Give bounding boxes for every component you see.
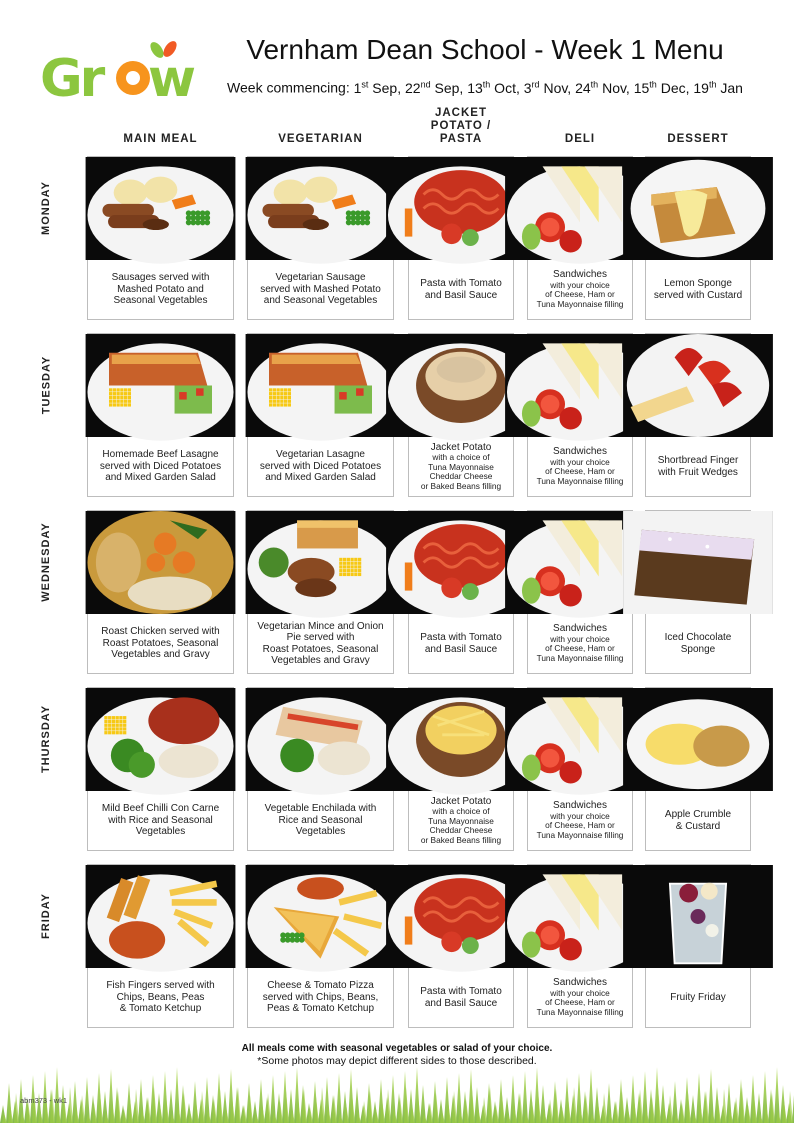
column-heading: DESSERT (667, 133, 729, 145)
meal-detail: Tuna Mayonnaise (428, 461, 494, 472)
meal-text: Iced Chocolate (664, 632, 732, 643)
meal-detail: of Cheese, Ham or (545, 289, 615, 300)
menu-cell (247, 156, 394, 320)
meal-text: Rice and Seasonal (278, 814, 363, 826)
day-heading-wednesday (33, 510, 59, 613)
meal-text: Homemade Beef Lasagne (102, 449, 219, 461)
meal-text: Roast Chicken served with (101, 626, 220, 638)
meal-text: and Basil Sauce (424, 289, 498, 301)
meal-detail: Tuna Mayonnaise filling (536, 653, 624, 664)
page-title: Vernham Dean School - Week 1 Menu (246, 34, 724, 65)
meal-text: Fruity Friday (670, 991, 726, 1003)
meal-caption (648, 260, 748, 319)
day-label: MONDAY (40, 180, 53, 235)
meal-caption (250, 968, 391, 1027)
enchilada-plate-photo (248, 688, 393, 791)
meal-caption (90, 260, 231, 319)
meal-caption (90, 791, 231, 850)
menu-cell (527, 510, 633, 674)
meal-text: Pasta with Tomato (420, 986, 502, 997)
meal-detail: Tuna Mayonnaise filling (536, 299, 624, 310)
meal-text: Vegetables and Gravy (271, 655, 370, 666)
meal-caption (411, 260, 511, 319)
svg-text:w: w (148, 49, 197, 109)
meal-text: Vegetarian Lasagne (276, 449, 365, 461)
day-heading-monday (33, 156, 59, 259)
meal-text: and Mixed Garden Salad (105, 472, 216, 484)
pizza-plate-photo (248, 865, 393, 968)
menu-cell (527, 864, 633, 1028)
meal-text: Seasonal Vegetables (113, 295, 208, 307)
pie-plate-photo (248, 511, 393, 614)
meal-text: Sandwiches (553, 269, 607, 281)
meal-caption (530, 260, 630, 319)
week-date: 22nd Sep, (405, 79, 468, 96)
document-code: abm373 - wk1 (20, 1096, 68, 1105)
week-date: 19th Jan (693, 79, 743, 96)
week-date: 13th Oct, (467, 79, 524, 96)
day-heading-friday (33, 864, 59, 967)
week-prefix: Week commencing: (227, 79, 354, 96)
meal-text: Sponge (680, 643, 716, 655)
sandwich-plate-photo (528, 688, 632, 791)
menu-cell (87, 510, 234, 674)
meal-caption (90, 968, 231, 1027)
meal-detail: of Cheese, Ham or (545, 643, 615, 654)
fruit-pot-photo (646, 865, 750, 968)
day-label: TUESDAY (40, 355, 52, 414)
jacket-cheese-plate-photo (409, 688, 513, 791)
menu-cell (87, 687, 234, 851)
meal-text: served with Custard (653, 289, 743, 301)
fish-fingers-plate-photo (88, 865, 233, 968)
column-heading: MAIN MEAL (123, 133, 198, 145)
meal-caption (90, 614, 231, 673)
roast-chicken-plate-photo (88, 511, 233, 614)
chocolate-sponge-photo (646, 511, 750, 614)
sausage-mash-plate-photo (248, 157, 393, 260)
meal-detail: Tuna Mayonnaise filling (536, 476, 624, 487)
menu-cell (247, 687, 394, 851)
meal-detail: Cheddar Cheese (429, 471, 493, 482)
menu-cell (408, 156, 514, 320)
meal-caption (648, 791, 748, 850)
footer-note: All meals come with seasonal vegetables or salad of your choice. (241, 1043, 553, 1054)
sandwich-plate-photo (528, 511, 632, 614)
meal-text: Sandwiches (553, 623, 607, 635)
meal-text: & Tomato Ketchup (119, 1003, 202, 1015)
menu-cell (247, 864, 394, 1028)
meal-text: Jacket Potato (430, 795, 492, 807)
meal-text: Sausages served with (111, 272, 210, 284)
meal-caption (530, 614, 630, 673)
menu-cell (527, 156, 633, 320)
meal-detail: Tuna Mayonnaise filling (536, 830, 624, 841)
meal-detail: with a choice of (432, 452, 490, 463)
lasagne-plate-photo (248, 334, 393, 437)
meal-text: and Seasonal Vegetables (263, 295, 378, 307)
week-date: 15th Dec, (633, 79, 694, 96)
meal-detail: of Cheese, Ham or (545, 997, 615, 1008)
meal-caption (648, 968, 748, 1027)
meal-text: Peas & Tomato Ketchup (266, 1003, 375, 1015)
meal-text: served with Chips, Beans, (262, 991, 379, 1003)
meal-text: Chips, Beans, Peas (116, 991, 205, 1003)
day-label: WEDNESDAY (40, 521, 52, 602)
meal-text: Pasta with Tomato (420, 278, 502, 289)
meal-text: Vegetarian Mince and Onion (257, 620, 384, 632)
menu-cell (408, 687, 514, 851)
menu-cell (408, 510, 514, 674)
menu-cell (645, 687, 751, 851)
day-label: FRIDAY (40, 892, 52, 939)
day-label: THURSDAY (40, 704, 53, 773)
meal-text: Vegetarian Sausage (275, 272, 366, 284)
day-heading-thursday (33, 687, 59, 790)
menu-cell (645, 333, 751, 497)
meal-text: Fish Fingers served with (106, 980, 215, 992)
meal-text: Sandwiches (553, 977, 607, 989)
meal-detail: with your choice (550, 987, 610, 998)
meal-caption (648, 437, 748, 496)
meal-caption (411, 437, 511, 496)
meal-text: Roast Potatoes, Seasonal (102, 637, 219, 649)
meal-text: Jacket Potato (430, 441, 492, 453)
grass-decoration (0, 1062, 794, 1123)
meal-detail: Tuna Mayonnaise (428, 815, 494, 826)
menu-cell (247, 333, 394, 497)
lasagne-plate-photo (88, 334, 233, 437)
meal-text: Vegetables and Gravy (111, 649, 210, 661)
column-heading: DELI (564, 133, 596, 145)
meal-text: Shortbread Finger (657, 455, 739, 466)
meal-text: served with Mashed Potato (260, 283, 381, 295)
meal-text: & Custard (675, 820, 721, 832)
column-heading: VEGETARIAN (278, 133, 363, 145)
menu-cell (645, 864, 751, 1028)
sponge-bowl-photo (646, 157, 750, 260)
menu-cell (408, 864, 514, 1028)
sandwich-plate-photo (528, 334, 632, 437)
week-commencing (200, 79, 770, 96)
meal-caption (250, 260, 391, 319)
meal-caption (90, 437, 231, 496)
meal-detail: or Baked Beans filling (420, 480, 502, 491)
day-heading-tuesday (33, 333, 59, 436)
menu-cell (645, 510, 751, 674)
meal-caption (530, 791, 630, 850)
meal-text: and Basil Sauce (424, 997, 498, 1009)
menu-cell (527, 687, 633, 851)
meal-detail: with your choice (550, 633, 610, 644)
meal-detail: with your choice (550, 810, 610, 821)
chilli-plate-photo (88, 688, 233, 791)
meal-text: Apple Crumble (664, 809, 732, 820)
meal-caption (411, 614, 511, 673)
meal-detail: of Cheese, Ham or (545, 820, 615, 831)
menu-cell (87, 156, 234, 320)
meal-caption (530, 437, 630, 496)
grow-logo (38, 38, 197, 109)
week-date: 3rd Nov, (523, 79, 576, 96)
week-date: 24th Nov, (575, 79, 634, 96)
meal-detail: with your choice (550, 279, 610, 290)
meal-text: Vegetable Enchilada with (264, 803, 377, 815)
menu-cell (247, 510, 394, 674)
meal-detail: Cheddar Cheese (429, 825, 493, 836)
meal-caption (250, 437, 391, 496)
meal-text: with Fruit Wedges (658, 466, 738, 478)
meal-caption (530, 968, 630, 1027)
meal-caption (411, 791, 511, 850)
menu-cell (645, 156, 751, 320)
shortbread-apple-photo (646, 334, 750, 437)
menu-cell (408, 333, 514, 497)
meal-text: Lemon Sponge (664, 278, 732, 289)
crumble-bowl-photo (646, 688, 750, 791)
meal-text: and Basil Sauce (424, 643, 498, 655)
week-date: 1st Sep, (353, 79, 406, 96)
menu-cell (87, 864, 234, 1028)
meal-text: Roast Potatoes, Seasonal (262, 643, 379, 655)
meal-text: Vegetables (295, 826, 346, 838)
meal-caption (250, 614, 391, 673)
meal-text: and Mixed Garden Salad (265, 472, 376, 484)
svg-text:Gr: Gr (40, 49, 103, 109)
menu-cell (527, 333, 633, 497)
meal-text: Pie served with (286, 632, 355, 643)
meal-text: Mild Beef Chilli Con Carne (101, 803, 220, 815)
meal-text: served with Diced Potatoes (99, 460, 222, 472)
sandwich-plate-photo (528, 865, 632, 968)
meal-text: served with Diced Potatoes (259, 460, 382, 472)
meal-text: with Rice and Seasonal (108, 814, 213, 826)
meal-text: Cheese & Tomato Pizza (267, 980, 374, 992)
column-heading: JACKET POTATO / PASTA (430, 107, 492, 145)
meal-caption (648, 614, 748, 673)
meal-text: Vegetables (135, 826, 186, 838)
pasta-plate-photo (409, 511, 513, 614)
jacket-tuna-plate-photo (409, 334, 513, 437)
meal-detail: with a choice of (432, 806, 490, 817)
meal-detail: or Baked Beans filling (420, 834, 502, 845)
meal-text: Pasta with Tomato (420, 632, 502, 643)
meal-detail: of Cheese, Ham or (545, 466, 615, 477)
meal-detail: Tuna Mayonnaise filling (536, 1007, 624, 1018)
sandwich-plate-photo (528, 157, 632, 260)
sausage-mash-plate-photo (88, 157, 233, 260)
footer-disclaimer: *Some photos may depict different sides to those described. (257, 1055, 537, 1067)
meal-text: Mashed Potato and (117, 283, 204, 295)
menu-cell (87, 333, 234, 497)
meal-text: Sandwiches (553, 446, 607, 458)
meal-detail: with your choice (550, 456, 610, 467)
pasta-plate-photo (409, 157, 513, 260)
meal-caption (250, 791, 391, 850)
meal-text: Sandwiches (553, 800, 607, 812)
pasta-plate-photo (409, 865, 513, 968)
meal-caption (411, 968, 511, 1027)
